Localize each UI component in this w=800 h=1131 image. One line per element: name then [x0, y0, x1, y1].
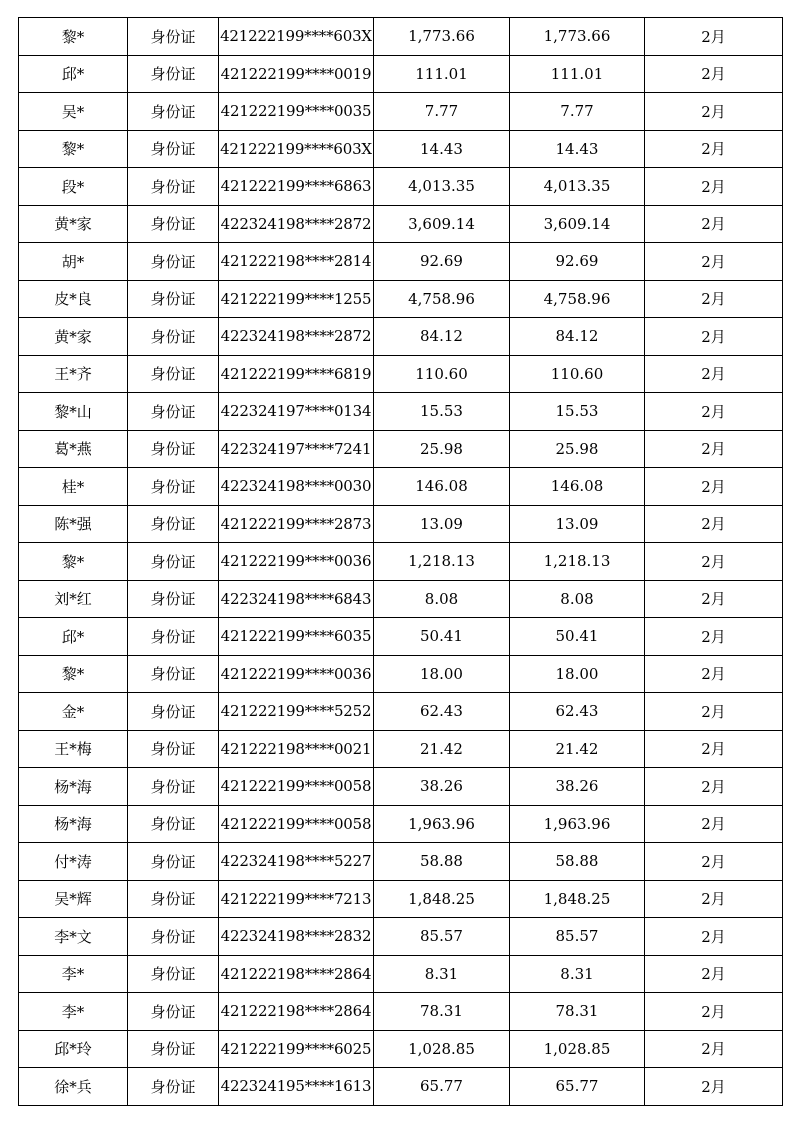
id-type-cell: 身份证 [128, 880, 219, 918]
amount-paid-cell: 58.88 [510, 843, 645, 881]
id-number-cell: 421222198****0021 [219, 730, 374, 768]
id-number-cell: 422324198****6843 [219, 580, 374, 618]
table-row [19, 243, 783, 281]
id-number-cell: 421222199****7213 [219, 880, 374, 918]
table-row [19, 580, 783, 618]
id-number-cell: 421222199****0019 [219, 55, 374, 93]
month-cell: 2月 [645, 1068, 783, 1106]
amount-cell: 1,848.25 [374, 880, 510, 918]
id-number-cell: 422324198****2832 [219, 918, 374, 956]
amount-cell: 62.43 [374, 693, 510, 731]
table-row [19, 843, 783, 881]
amount-paid-cell: 7.77 [510, 93, 645, 131]
id-number-cell: 421222199****0036 [219, 655, 374, 693]
id-number-cell: 421222199****0035 [219, 93, 374, 131]
month-cell: 2月 [645, 318, 783, 356]
month-cell: 2月 [645, 468, 783, 506]
month-cell: 2月 [645, 205, 783, 243]
name-cell: 李*文 [19, 918, 128, 956]
month-cell: 2月 [645, 918, 783, 956]
amount-cell: 65.77 [374, 1068, 510, 1106]
amount-paid-cell: 14.43 [510, 130, 645, 168]
id-type-cell: 身份证 [128, 805, 219, 843]
amount-paid-cell: 111.01 [510, 55, 645, 93]
id-type-cell: 身份证 [128, 730, 219, 768]
records-table [18, 17, 783, 1106]
amount-cell: 4,758.96 [374, 280, 510, 318]
amount-paid-cell: 25.98 [510, 430, 645, 468]
month-cell: 2月 [645, 655, 783, 693]
id-number-cell: 421222199****1255 [219, 280, 374, 318]
id-type-cell: 身份证 [128, 393, 219, 431]
name-cell: 黎* [19, 18, 128, 56]
table-row [19, 205, 783, 243]
id-type-cell: 身份证 [128, 93, 219, 131]
name-cell: 徐*兵 [19, 1068, 128, 1106]
amount-paid-cell: 78.31 [510, 993, 645, 1031]
id-type-cell: 身份证 [128, 1030, 219, 1068]
amount-cell: 92.69 [374, 243, 510, 281]
id-type-cell: 身份证 [128, 1068, 219, 1106]
month-cell: 2月 [645, 93, 783, 131]
amount-cell: 3,609.14 [374, 205, 510, 243]
name-cell: 胡* [19, 243, 128, 281]
amount-paid-cell: 8.08 [510, 580, 645, 618]
table-row [19, 505, 783, 543]
name-cell: 吴*辉 [19, 880, 128, 918]
id-type-cell: 身份证 [128, 618, 219, 656]
amount-paid-cell: 1,028.85 [510, 1030, 645, 1068]
table-row [19, 993, 783, 1031]
id-number-cell: 421222199****0036 [219, 543, 374, 581]
amount-cell: 1,028.85 [374, 1030, 510, 1068]
amount-paid-cell: 21.42 [510, 730, 645, 768]
name-cell: 邱* [19, 618, 128, 656]
amount-cell: 1,218.13 [374, 543, 510, 581]
id-number-cell: 422324198****5227 [219, 843, 374, 881]
amount-cell: 84.12 [374, 318, 510, 356]
table-row [19, 955, 783, 993]
month-cell: 2月 [645, 618, 783, 656]
name-cell: 吴* [19, 93, 128, 131]
id-type-cell: 身份证 [128, 993, 219, 1031]
table-row [19, 618, 783, 656]
id-number-cell: 421222198****2864 [219, 993, 374, 1031]
id-type-cell: 身份证 [128, 130, 219, 168]
table-row [19, 468, 783, 506]
amount-paid-cell: 85.57 [510, 918, 645, 956]
month-cell: 2月 [645, 805, 783, 843]
table-row [19, 430, 783, 468]
name-cell: 黄*家 [19, 205, 128, 243]
amount-paid-cell: 62.43 [510, 693, 645, 731]
month-cell: 2月 [645, 693, 783, 731]
id-number-cell: 422324198****0030 [219, 468, 374, 506]
month-cell: 2月 [645, 55, 783, 93]
amount-paid-cell: 92.69 [510, 243, 645, 281]
id-number-cell: 422324197****7241 [219, 430, 374, 468]
month-cell: 2月 [645, 543, 783, 581]
id-type-cell: 身份证 [128, 505, 219, 543]
id-number-cell: 421222198****2814 [219, 243, 374, 281]
amount-paid-cell: 8.31 [510, 955, 645, 993]
month-cell: 2月 [645, 993, 783, 1031]
amount-cell: 1,773.66 [374, 18, 510, 56]
amount-paid-cell: 50.41 [510, 618, 645, 656]
amount-paid-cell: 4,758.96 [510, 280, 645, 318]
id-type-cell: 身份证 [128, 55, 219, 93]
table-row [19, 18, 783, 56]
id-number-cell: 421222199****2873 [219, 505, 374, 543]
month-cell: 2月 [645, 130, 783, 168]
table-row [19, 93, 783, 131]
amount-cell: 110.60 [374, 355, 510, 393]
name-cell: 黄*家 [19, 318, 128, 356]
month-cell: 2月 [645, 1030, 783, 1068]
amount-cell: 7.77 [374, 93, 510, 131]
amount-paid-cell: 18.00 [510, 655, 645, 693]
id-number-cell: 421222199****6035 [219, 618, 374, 656]
id-number-cell: 421222199****6819 [219, 355, 374, 393]
name-cell: 陈*强 [19, 505, 128, 543]
month-cell: 2月 [645, 168, 783, 206]
table-row [19, 168, 783, 206]
id-type-cell: 身份证 [128, 205, 219, 243]
id-type-cell: 身份证 [128, 355, 219, 393]
amount-cell: 8.31 [374, 955, 510, 993]
table-row [19, 318, 783, 356]
id-number-cell: 421222198****2864 [219, 955, 374, 993]
amount-cell: 146.08 [374, 468, 510, 506]
id-type-cell: 身份证 [128, 543, 219, 581]
amount-paid-cell: 146.08 [510, 468, 645, 506]
table-row [19, 543, 783, 581]
name-cell: 邱* [19, 55, 128, 93]
amount-cell: 4,013.35 [374, 168, 510, 206]
id-number-cell: 421222199****603X [219, 18, 374, 56]
month-cell: 2月 [645, 880, 783, 918]
name-cell: 段* [19, 168, 128, 206]
month-cell: 2月 [645, 430, 783, 468]
name-cell: 皮*良 [19, 280, 128, 318]
id-type-cell: 身份证 [128, 580, 219, 618]
name-cell: 付*涛 [19, 843, 128, 881]
id-type-cell: 身份证 [128, 243, 219, 281]
id-number-cell: 422324198****2872 [219, 205, 374, 243]
month-cell: 2月 [645, 730, 783, 768]
amount-paid-cell: 38.26 [510, 768, 645, 806]
id-number-cell: 421222199****0058 [219, 805, 374, 843]
amount-paid-cell: 1,848.25 [510, 880, 645, 918]
name-cell: 黎* [19, 543, 128, 581]
table-row [19, 1030, 783, 1068]
id-number-cell: 422324197****0134 [219, 393, 374, 431]
id-type-cell: 身份证 [128, 168, 219, 206]
amount-cell: 8.08 [374, 580, 510, 618]
name-cell: 王*梅 [19, 730, 128, 768]
table-row [19, 768, 783, 806]
amount-cell: 21.42 [374, 730, 510, 768]
month-cell: 2月 [645, 393, 783, 431]
amount-paid-cell: 1,773.66 [510, 18, 645, 56]
amount-paid-cell: 13.09 [510, 505, 645, 543]
table-row [19, 55, 783, 93]
month-cell: 2月 [645, 18, 783, 56]
name-cell: 刘*红 [19, 580, 128, 618]
table-row [19, 805, 783, 843]
amount-cell: 1,963.96 [374, 805, 510, 843]
amount-cell: 13.09 [374, 505, 510, 543]
month-cell: 2月 [645, 505, 783, 543]
name-cell: 桂* [19, 468, 128, 506]
id-type-cell: 身份证 [128, 430, 219, 468]
id-type-cell: 身份证 [128, 468, 219, 506]
month-cell: 2月 [645, 955, 783, 993]
amount-cell: 14.43 [374, 130, 510, 168]
id-type-cell: 身份证 [128, 318, 219, 356]
month-cell: 2月 [645, 243, 783, 281]
id-number-cell: 421222199****6863 [219, 168, 374, 206]
name-cell: 李* [19, 993, 128, 1031]
id-number-cell: 421222199****6025 [219, 1030, 374, 1068]
table-row [19, 1068, 783, 1106]
id-type-cell: 身份证 [128, 918, 219, 956]
table-row [19, 393, 783, 431]
name-cell: 黎* [19, 655, 128, 693]
table-row [19, 130, 783, 168]
name-cell: 王*齐 [19, 355, 128, 393]
records-table-body [19, 18, 783, 1106]
amount-paid-cell: 15.53 [510, 393, 645, 431]
id-type-cell: 身份证 [128, 693, 219, 731]
month-cell: 2月 [645, 355, 783, 393]
amount-paid-cell: 110.60 [510, 355, 645, 393]
id-number-cell: 422324198****2872 [219, 318, 374, 356]
amount-cell: 111.01 [374, 55, 510, 93]
amount-cell: 25.98 [374, 430, 510, 468]
amount-cell: 85.57 [374, 918, 510, 956]
id-type-cell: 身份证 [128, 655, 219, 693]
id-type-cell: 身份证 [128, 18, 219, 56]
name-cell: 金* [19, 693, 128, 731]
name-cell: 邱*玲 [19, 1030, 128, 1068]
name-cell: 黎*山 [19, 393, 128, 431]
name-cell: 杨*海 [19, 805, 128, 843]
id-number-cell: 421222199****5252 [219, 693, 374, 731]
name-cell: 杨*海 [19, 768, 128, 806]
amount-paid-cell: 65.77 [510, 1068, 645, 1106]
month-cell: 2月 [645, 580, 783, 618]
month-cell: 2月 [645, 768, 783, 806]
table-row [19, 918, 783, 956]
table-row [19, 730, 783, 768]
amount-cell: 18.00 [374, 655, 510, 693]
id-number-cell: 421222199****0058 [219, 768, 374, 806]
table-row [19, 880, 783, 918]
id-number-cell: 422324195****1613 [219, 1068, 374, 1106]
month-cell: 2月 [645, 843, 783, 881]
id-type-cell: 身份证 [128, 768, 219, 806]
name-cell: 黎* [19, 130, 128, 168]
amount-paid-cell: 1,963.96 [510, 805, 645, 843]
id-type-cell: 身份证 [128, 843, 219, 881]
amount-cell: 50.41 [374, 618, 510, 656]
table-row [19, 280, 783, 318]
amount-cell: 38.26 [374, 768, 510, 806]
id-type-cell: 身份证 [128, 955, 219, 993]
amount-cell: 15.53 [374, 393, 510, 431]
name-cell: 李* [19, 955, 128, 993]
amount-paid-cell: 1,218.13 [510, 543, 645, 581]
amount-cell: 78.31 [374, 993, 510, 1031]
amount-paid-cell: 3,609.14 [510, 205, 645, 243]
amount-paid-cell: 84.12 [510, 318, 645, 356]
id-number-cell: 421222199****603X [219, 130, 374, 168]
table-row [19, 693, 783, 731]
name-cell: 葛*燕 [19, 430, 128, 468]
amount-paid-cell: 4,013.35 [510, 168, 645, 206]
table-row [19, 655, 783, 693]
amount-cell: 58.88 [374, 843, 510, 881]
id-type-cell: 身份证 [128, 280, 219, 318]
table-row [19, 355, 783, 393]
month-cell: 2月 [645, 280, 783, 318]
